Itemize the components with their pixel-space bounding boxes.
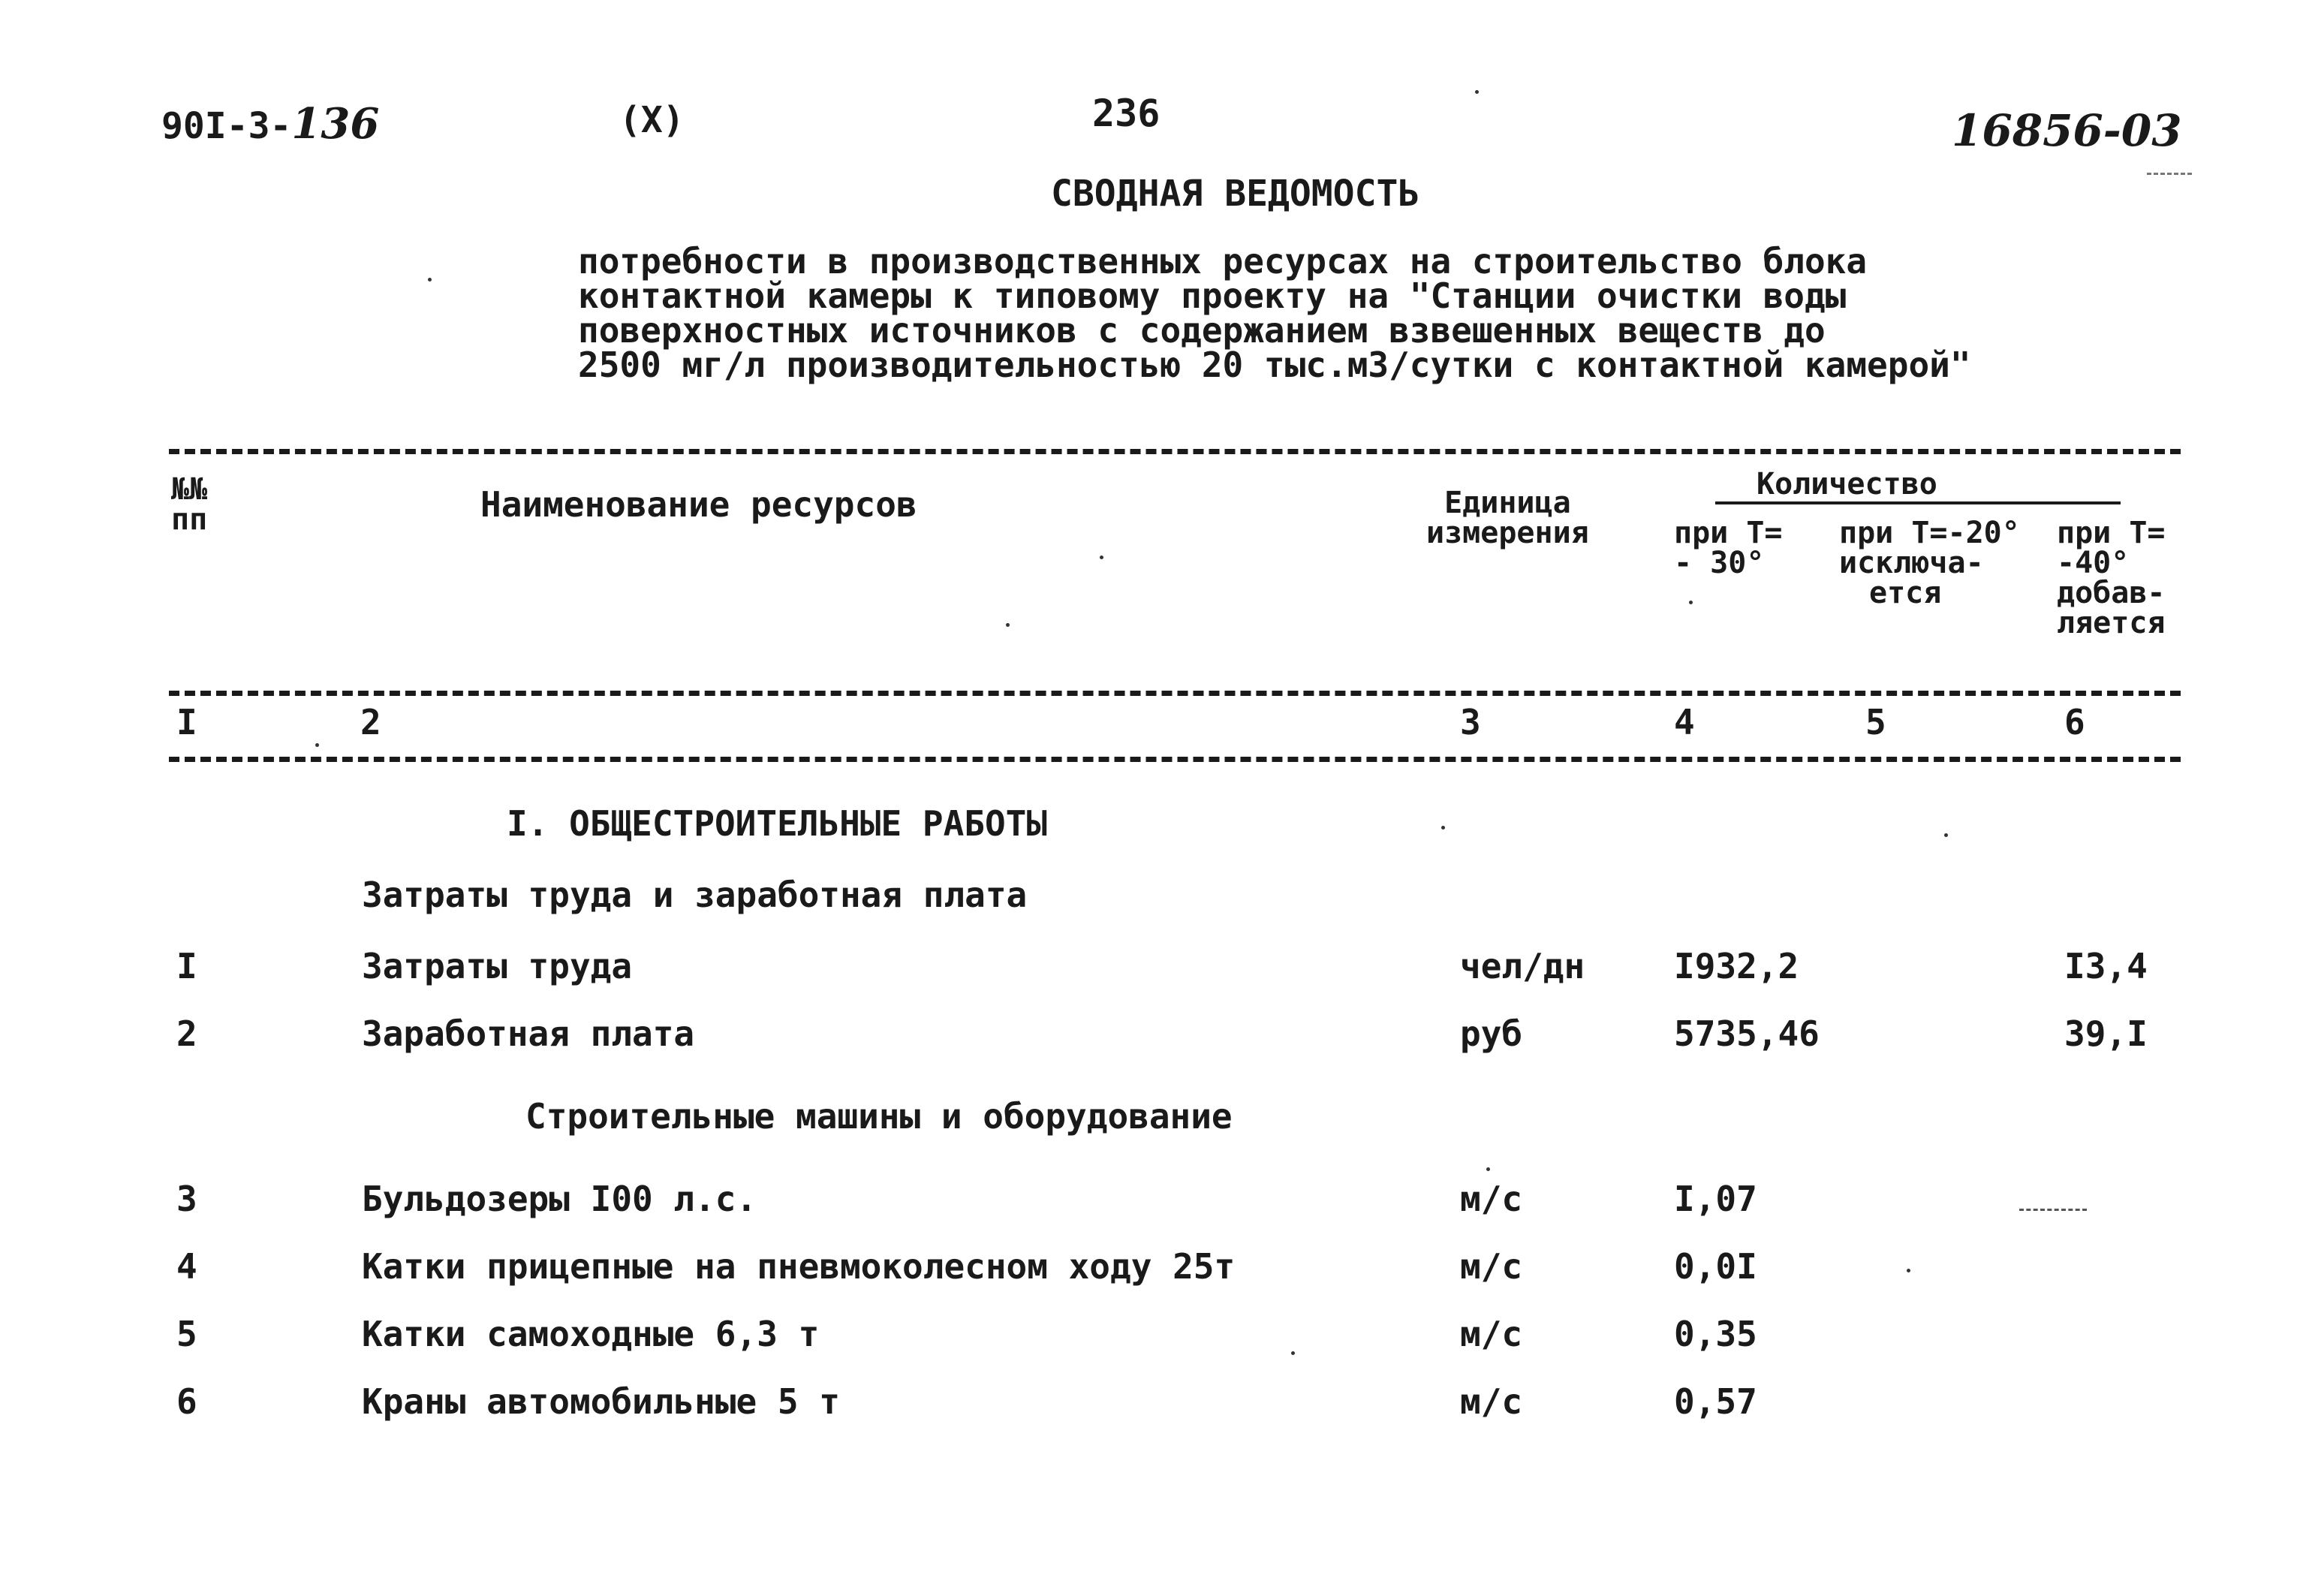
header-col-number-line: №№ — [171, 472, 208, 507]
column-number-2: 2 — [360, 702, 381, 742]
row-unit: м/с — [1460, 1314, 1523, 1354]
quantity-underline — [1715, 501, 2121, 504]
subtitle-line: поверхностных источников с содержанием взвешенных веществ до — [578, 310, 1826, 351]
row-unit: м/с — [1460, 1246, 1523, 1287]
row-number: 5 — [176, 1314, 197, 1354]
header-col-q20-line: ется — [1869, 576, 1942, 610]
group-title-machines: Строительные машины и оборудование — [525, 1096, 1233, 1137]
scan-speck — [1100, 556, 1103, 559]
row-qty-40: I3,4 — [2064, 946, 2148, 986]
row-unit: м/с — [1460, 1381, 1523, 1422]
header-col-q30-line: при Т= — [1674, 516, 1783, 550]
row-unit: чел/дн — [1460, 946, 1585, 986]
header-col-q40-line: при Т= — [2057, 516, 2166, 550]
row-unit: руб — [1460, 1013, 1523, 1054]
scan-speck — [1689, 601, 1693, 604]
row-qty-40: 39,I — [2064, 1013, 2148, 1054]
scan-speck — [1291, 1351, 1295, 1355]
scan-speck — [315, 743, 319, 747]
stamp-number: 16856-03 — [1952, 105, 2182, 156]
document-code — [161, 99, 379, 149]
header-col-number — [171, 474, 207, 535]
row-name: Заработная плата — [362, 1013, 695, 1054]
row-number: 4 — [176, 1246, 197, 1287]
scan-speck — [1006, 623, 1010, 627]
header-col-name: Наименование ресурсов — [480, 484, 917, 525]
row-name: Краны автомобильные 5 т — [362, 1381, 840, 1422]
header-col-unit — [1426, 488, 1589, 548]
header-col-q40-line: -40° — [2057, 546, 2130, 580]
header-col-q40-line: добав- — [2057, 576, 2166, 610]
row-name: Катки самоходные 6,3 т — [362, 1314, 820, 1354]
scan-speck — [1441, 826, 1445, 830]
section-title: I. ОБЩЕСТРОИТЕЛЬНЫЕ РАБОТЫ — [507, 803, 1048, 844]
volume-number: (X) — [619, 99, 685, 141]
header-col-unit-line: измерения — [1426, 516, 1589, 550]
column-number-5: 5 — [1865, 702, 1886, 742]
document-code-prefix: 90I-3- — [161, 105, 292, 147]
row-qty-30: 0,0I — [1674, 1246, 1757, 1287]
row-qty-30: I932,2 — [1674, 946, 1799, 986]
subtitle — [578, 241, 1971, 385]
row-number: I — [176, 946, 197, 986]
header-col-q20-line: при Т=-20° — [1839, 516, 2020, 550]
scan-speck — [1944, 833, 1948, 837]
scan-speck — [1486, 1167, 1490, 1171]
page-number: 236 — [1092, 92, 1161, 135]
column-number-4: 4 — [1674, 702, 1695, 742]
row-qty-30: 5735,46 — [1674, 1013, 1820, 1054]
scan-mark — [2147, 173, 2192, 175]
header-bottom-rule — [169, 691, 2181, 696]
row-qty-30: 0,57 — [1674, 1381, 1757, 1422]
row-name: Катки прицепные на пневмоколесном ходу 25т — [362, 1246, 1236, 1287]
row-number: 6 — [176, 1381, 197, 1422]
header-col-q20 — [1839, 518, 2020, 608]
header-col-q30-line: - 30° — [1674, 546, 1765, 580]
subtitle-line: 2500 мг/л производительностью 20 тыс.м3/сутки с контактной камерой" — [578, 345, 1971, 385]
row-name: Затраты труда — [362, 946, 633, 986]
document-code-handwritten: 136 — [291, 99, 380, 149]
column-number-6: 6 — [2064, 702, 2085, 742]
row-qty-30: I,07 — [1674, 1179, 1757, 1219]
column-number-3: 3 — [1460, 702, 1481, 742]
group-title-labor: Затраты труда и заработная плата — [362, 875, 1028, 915]
row-qty-30: 0,35 — [1674, 1314, 1757, 1354]
scan-speck — [1475, 90, 1479, 94]
scan-mark — [2019, 1209, 2087, 1211]
row-unit: м/с — [1460, 1179, 1523, 1219]
scan-speck — [1907, 1269, 1910, 1272]
column-number-1: I — [176, 702, 197, 742]
subtitle-line: контактной камеры к типовому проекту на "Станции очистки воды — [578, 276, 1847, 316]
row-number: 2 — [176, 1013, 197, 1054]
scan-speck — [428, 278, 432, 282]
header-col-q40 — [2057, 518, 2166, 638]
column-numbers-bottom-rule — [169, 757, 2181, 762]
header-col-q40-line: ляется — [2057, 606, 2166, 640]
header-col-q30 — [1674, 518, 1783, 578]
header-col-number-line: пп — [171, 502, 208, 537]
table-top-rule — [169, 449, 2181, 454]
row-name: Бульдозеры I00 л.с. — [362, 1179, 757, 1219]
row-number: 3 — [176, 1179, 197, 1219]
header-col-q20-line: исключа- — [1839, 546, 1984, 580]
subtitle-line: потребности в производственных ресурсах на строительство блока — [578, 241, 1868, 282]
header-col-unit-line: Единица — [1444, 486, 1571, 520]
header-quantity: Количество — [1757, 467, 1937, 501]
page-title: СВОДНАЯ ВЕДОМОСТЬ — [1051, 173, 1420, 215]
